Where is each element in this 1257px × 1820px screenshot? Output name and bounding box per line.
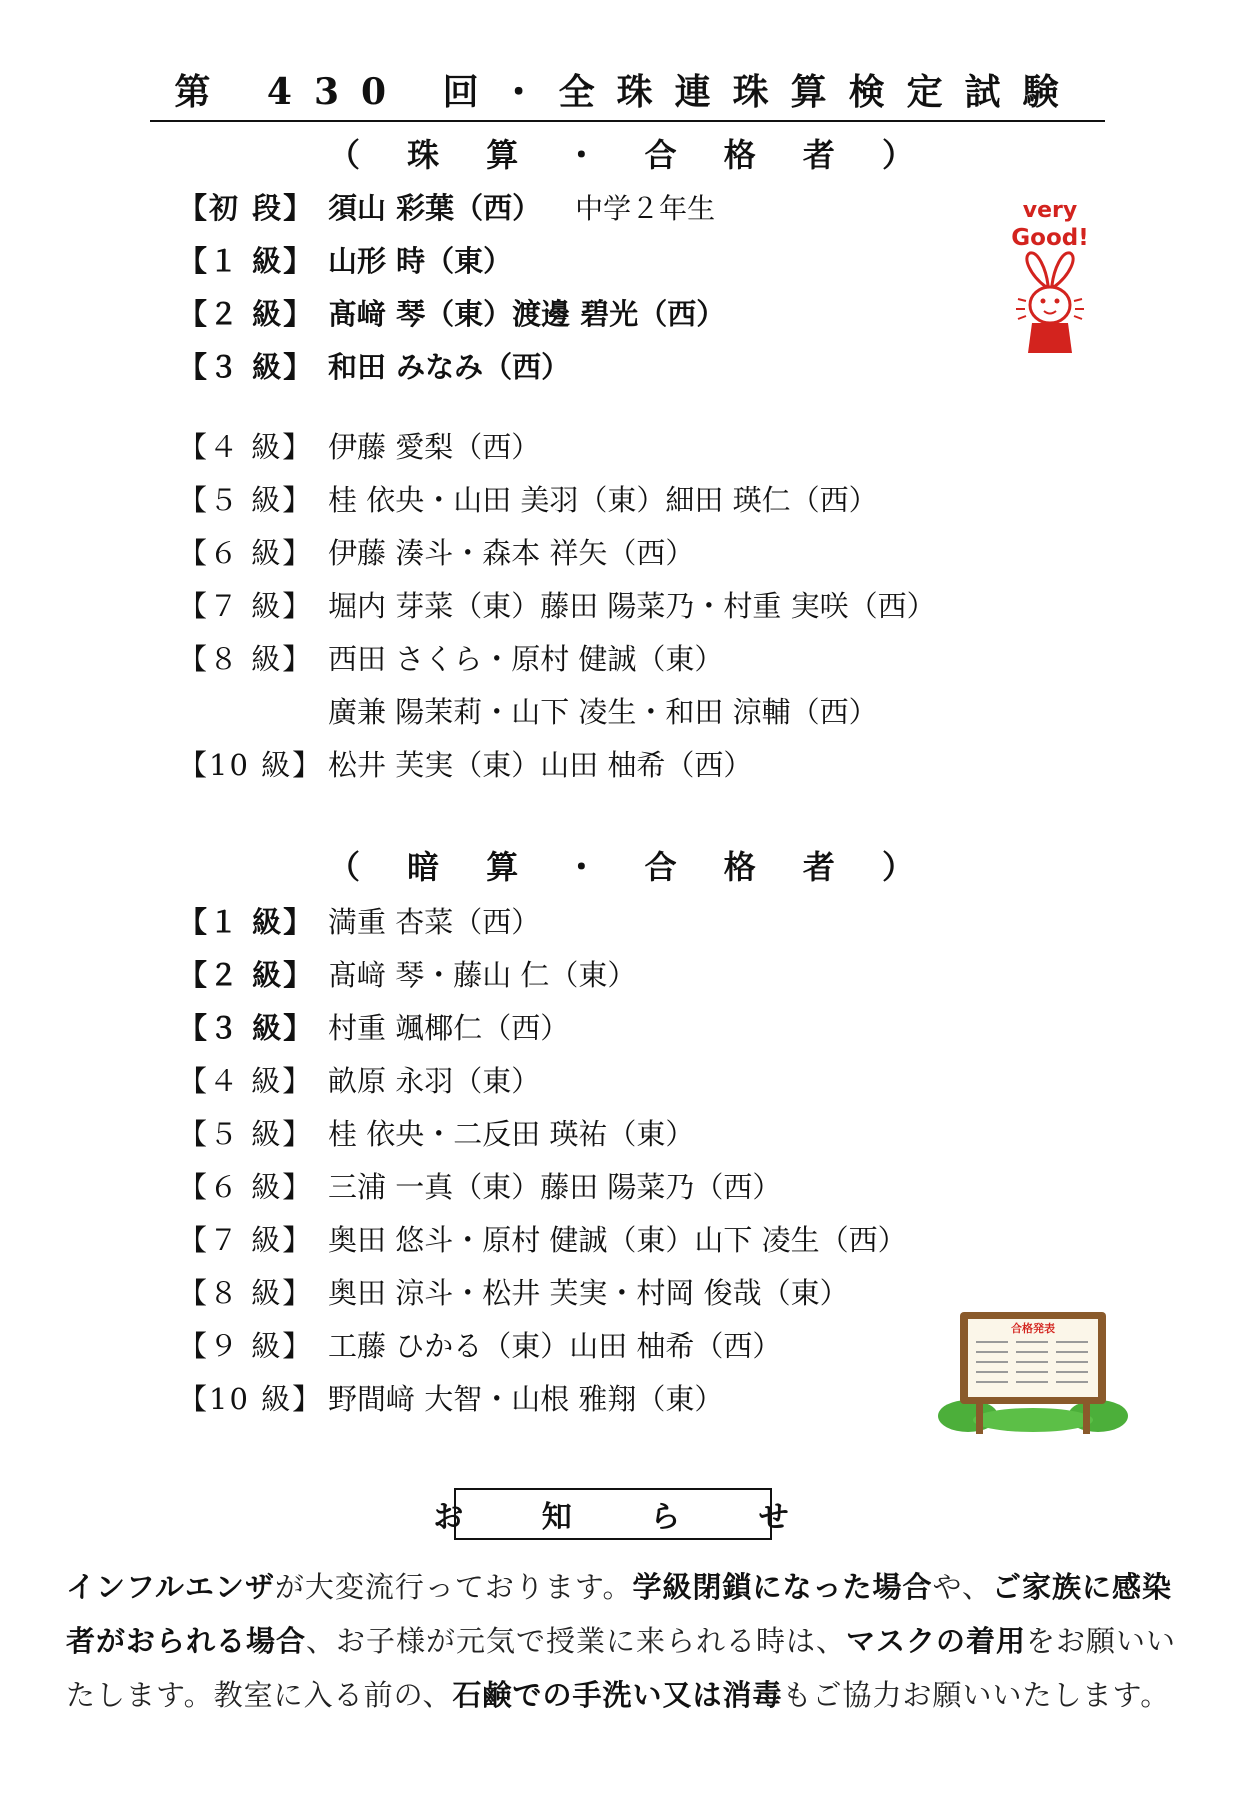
student-names: 伊藤 湊斗・森本 祥矢（西） (328, 536, 695, 570)
sticker-top-text: very (1022, 198, 1078, 223)
list-item (178, 1265, 1008, 1318)
student-names: 髙﨑 琴（東）渡邊 碧光（西） (328, 297, 726, 331)
student-names: 野間﨑 大智・山根 雅翔（東） (328, 1382, 724, 1416)
notice-span: をお願いいたします。教室に入る前の、 (66, 1624, 1177, 1712)
notice-span: が大変流行っております。 (274, 1570, 633, 1604)
student-names: 和田 みなみ（西） (328, 350, 571, 384)
student-names: 三浦 一真（東）藤田 陽菜乃（西） (328, 1170, 782, 1204)
student-names: 髙﨑 琴・藤山 仁（東） (328, 958, 637, 992)
student-names: 須山 彩葉（西） (328, 191, 542, 225)
student-names: 松井 芙実（東）山田 柚希（西） (328, 748, 753, 782)
list-item (178, 631, 1008, 684)
sticker-bottom-text: Good! (1011, 225, 1089, 251)
list-item (178, 286, 1008, 339)
student-names: 廣兼 陽茉莉・山下 凌生・和田 涼輔（西） (328, 695, 878, 729)
student-names: 桂 依央・山田 美羽（東）細田 瑛仁（西） (328, 483, 878, 517)
board-title: 合格発表 (1011, 1322, 1055, 1335)
level-label: 【６ 級】 (178, 1170, 314, 1204)
list-item (178, 947, 1008, 1000)
notice-heading: お 知 ら せ (454, 1488, 772, 1540)
student-names: 桂 依央・二反田 瑛祐（東） (328, 1117, 695, 1151)
list-item (178, 419, 1008, 472)
list-item (178, 1053, 1008, 1106)
notice-emphasis: 石鹸での手洗い又は消毒 (452, 1678, 783, 1712)
level-label: 【10 級】 (178, 748, 324, 782)
level-label: 【２ 級】 (178, 297, 315, 331)
notice-span: もご協力お願いいたします。 (782, 1678, 1171, 1712)
list-item (178, 525, 1008, 578)
notice-text (66, 1560, 1188, 1722)
list-item (178, 1106, 1008, 1159)
level-label: 【４ 級】 (178, 1064, 314, 1098)
very-good-rabbit-icon (1000, 195, 1100, 365)
level-label: 【５ 級】 (178, 1117, 314, 1151)
list-item (178, 737, 1008, 790)
student-names: 堀内 芽菜（東）藤田 陽菜乃・村重 実咲（西） (328, 589, 936, 623)
list-item (178, 1159, 1008, 1212)
list-item (178, 1212, 1008, 1265)
student-names: 伊藤 愛梨（西） (328, 430, 541, 464)
notice-emphasis: 学級閉鎖になった場合 (632, 1570, 933, 1604)
notice-emphasis: マスクの着用 (846, 1624, 1027, 1658)
level-label: 【９ 級】 (178, 1329, 314, 1363)
list-item (178, 578, 1008, 631)
level-label: 【８ 級】 (178, 1276, 314, 1310)
list-item (178, 1318, 1008, 1371)
anzan-list (178, 894, 1008, 1424)
level-label: 【６ 級】 (178, 536, 314, 570)
list-item (178, 180, 1008, 233)
results-board-icon (938, 1308, 1128, 1436)
level-label: 【７ 級】 (178, 589, 314, 623)
list-item (178, 1000, 1008, 1053)
level-label: 【５ 級】 (178, 483, 314, 517)
notice-emphasis: ご家族に感染者がおられる場合 (66, 1570, 1172, 1658)
level-label: 【２ 級】 (178, 958, 315, 992)
level-label: 【１ 級】 (178, 244, 315, 278)
soroban-list (178, 180, 1008, 790)
level-label: 【８ 級】 (178, 642, 314, 676)
student-names: 西田 さくら・原村 健誠（東） (328, 642, 724, 676)
level-label: 【７ 級】 (178, 1223, 314, 1257)
anzan-heading: （ 暗 算 ・ 合 格 者 ） (328, 848, 932, 886)
grade-note: 中学２年生 (575, 191, 716, 225)
student-names: 満重 杏菜（西） (328, 905, 541, 939)
student-names: 奥田 涼斗・松井 芙実・村岡 俊哉（東） (328, 1276, 849, 1310)
list-item (178, 894, 1008, 947)
list-item (178, 1371, 1008, 1424)
list-item (178, 339, 1008, 392)
student-names: 村重 颯椰仁（西） (328, 1011, 570, 1045)
student-names: 畝原 永羽（東） (328, 1064, 541, 1098)
student-names: 工藤 ひかる（東）山田 柚希（西） (328, 1329, 782, 1363)
notice-emphasis: インフルエンザ (66, 1570, 275, 1604)
student-names: 山形 時（東） (328, 244, 513, 278)
notice-span: 、お子様が元気で授業に来られる時は、 (306, 1624, 847, 1658)
level-label: 【10 級】 (178, 1382, 324, 1416)
level-label: 【４ 級】 (178, 430, 314, 464)
page-title: 第 430 回・全珠連珠算検定試験 (150, 70, 1105, 122)
level-label: 【初 段】 (178, 191, 315, 225)
list-item (178, 472, 1008, 525)
notice-span: や、 (932, 1570, 992, 1604)
soroban-heading: （ 珠 算 ・ 合 格 者 ） (328, 136, 932, 174)
student-names: 奥田 悠斗・原村 健誠（東）山下 凌生（西） (328, 1223, 907, 1257)
list-item (178, 233, 1008, 286)
level-label: 【３ 級】 (178, 1011, 315, 1045)
level-label: 【３ 級】 (178, 350, 315, 384)
level-label: 【１ 級】 (178, 905, 315, 939)
list-item (178, 684, 1008, 737)
